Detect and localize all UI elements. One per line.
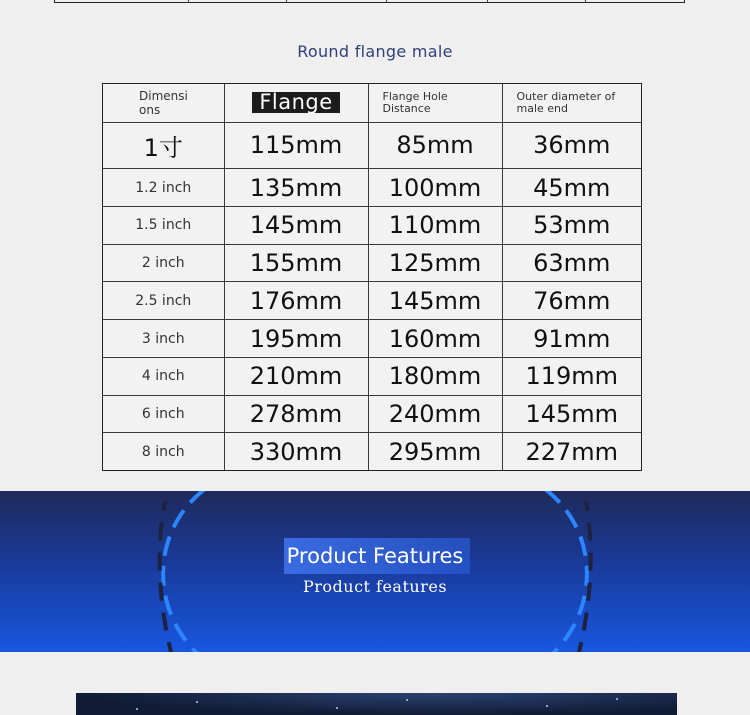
header-outer-diameter: Outer diameter of male end — [502, 84, 641, 122]
spec-table — [102, 83, 642, 471]
flange-cell: 210mm — [224, 357, 368, 395]
table-row — [103, 207, 641, 245]
table-row — [103, 320, 641, 358]
outer-diameter-cell: 63mm — [502, 244, 641, 282]
hole-distance-cell: 160mm — [368, 320, 502, 358]
flange-cell: 330mm — [224, 433, 368, 470]
table-row — [103, 395, 641, 433]
size-cell: 8 inch — [103, 433, 224, 470]
size-cell: 1寸 — [103, 122, 224, 169]
table-header-row — [103, 84, 641, 122]
table-row — [103, 282, 641, 320]
hole-distance-cell: 240mm — [368, 395, 502, 433]
outer-diameter-cell: 53mm — [502, 207, 641, 245]
size-cell: 4 inch — [103, 357, 224, 395]
size-cell: 1.5 inch — [103, 207, 224, 245]
size-cell: 6 inch — [103, 395, 224, 433]
product-features-banner — [0, 491, 750, 652]
outer-diameter-cell: 227mm — [502, 433, 641, 470]
outer-diameter-cell: 76mm — [502, 282, 641, 320]
flange-cell: 195mm — [224, 320, 368, 358]
hole-distance-cell: 110mm — [368, 207, 502, 245]
header-flange: Flange — [224, 84, 368, 122]
hole-distance-cell: 145mm — [368, 282, 502, 320]
hole-distance-cell: 100mm — [368, 169, 502, 207]
size-cell: 1.2 inch — [103, 169, 224, 207]
table-row — [103, 244, 641, 282]
flange-cell: 145mm — [224, 207, 368, 245]
flange-cell: 155mm — [224, 244, 368, 282]
section-title: Round flange male — [297, 42, 453, 61]
hole-distance-cell: 85mm — [368, 122, 502, 169]
header-dimensions: Dimensi ons — [103, 84, 224, 122]
table-row — [103, 433, 641, 470]
hole-distance-cell: 125mm — [368, 244, 502, 282]
previous-table-bottom-edge — [54, 0, 685, 3]
outer-diameter-cell: 119mm — [502, 357, 641, 395]
flange-cell: 278mm — [224, 395, 368, 433]
header-hole-distance: Flange Hole Distance — [368, 84, 502, 122]
size-cell: 2.5 inch — [103, 282, 224, 320]
table-row — [103, 357, 641, 395]
flange-cell: 176mm — [224, 282, 368, 320]
banner-title: Product Features — [286, 544, 464, 568]
outer-diameter-cell: 36mm — [502, 122, 641, 169]
table-row — [103, 169, 641, 207]
table-row — [103, 122, 641, 169]
outer-diameter-cell: 145mm — [502, 395, 641, 433]
outer-diameter-cell: 91mm — [502, 320, 641, 358]
flange-cell: 115mm — [224, 122, 368, 169]
hole-distance-cell: 180mm — [368, 357, 502, 395]
product-photo-top-edge — [76, 693, 677, 715]
size-cell: 3 inch — [103, 320, 224, 358]
outer-diameter-cell: 45mm — [502, 169, 641, 207]
banner-subtitle: Product features — [302, 577, 448, 596]
size-cell: 2 inch — [103, 244, 224, 282]
flange-cell: 135mm — [224, 169, 368, 207]
hole-distance-cell: 295mm — [368, 433, 502, 470]
